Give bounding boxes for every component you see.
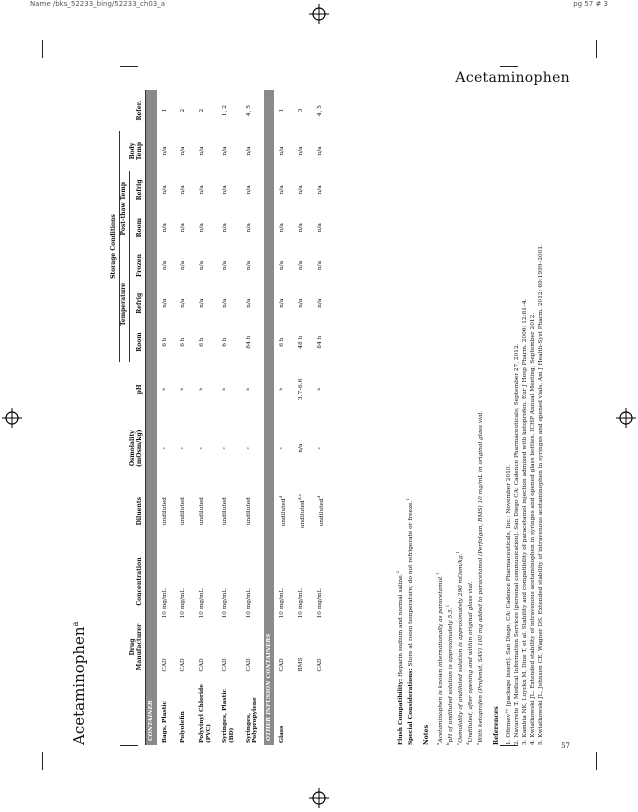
- table-row: [194, 90, 217, 745]
- cell-mfr: [312, 620, 331, 673]
- cell-body: [274, 131, 293, 171]
- cell-value: n/a: [180, 260, 187, 271]
- special-ref: 1: [405, 498, 411, 501]
- drug-title-text: Acetaminophen: [70, 626, 88, 745]
- cell-value: n/a: [180, 223, 187, 233]
- cell-refer: [241, 90, 264, 131]
- group-postthaw: Post-thaw Temp: [119, 171, 129, 247]
- cell-drug: Glass: [279, 725, 286, 743]
- cell-value: n/a: [279, 298, 286, 308]
- cell-conc: [157, 543, 176, 621]
- cell-frozen: [175, 247, 194, 285]
- cell-ph: [274, 362, 293, 417]
- cell-value: CAD: [279, 658, 286, 672]
- cell-value: c: [197, 447, 203, 450]
- header-manufacturer: Manufacturer: [136, 623, 144, 671]
- notes-list: [435, 145, 485, 745]
- cell-value: undiluted: [222, 497, 229, 526]
- cell-pt_room: [157, 209, 176, 247]
- cell-value: n/a: [316, 298, 323, 308]
- cell-dil: [175, 480, 194, 543]
- table-row: [293, 90, 312, 745]
- crop-mark: [42, 40, 43, 58]
- cell-value: n/a: [245, 223, 252, 233]
- note-mark: c: [454, 742, 460, 745]
- cell-value: 2: [180, 108, 187, 113]
- cell-value: n/a: [180, 146, 187, 156]
- section-label: OTHER INFUSION CONTAINERS: [264, 90, 275, 745]
- note-item: [445, 145, 455, 745]
- cell-value: n/a: [316, 260, 323, 271]
- cell-refer: [194, 90, 217, 131]
- cell-pt_refrig: [217, 171, 240, 209]
- section-header: [146, 90, 157, 745]
- cell-value: CAD: [316, 658, 323, 672]
- cell-value: 6 h: [180, 337, 187, 347]
- cell-osm: [157, 417, 176, 480]
- note-mark: a: [434, 742, 440, 745]
- cell-ph: [175, 362, 194, 417]
- crop-mark: [42, 752, 43, 770]
- cell-refrig: [312, 284, 331, 322]
- cell-mfr: [274, 620, 293, 673]
- header-pt-room: Room: [129, 209, 145, 247]
- cell-value: b: [179, 388, 185, 391]
- cell-frozen: [293, 247, 312, 285]
- header-body-temp: Temp: [136, 141, 144, 161]
- cell-body: [175, 131, 194, 171]
- cell-value: 10 mg/mL: [161, 588, 168, 619]
- cell-value: n/a: [279, 223, 286, 233]
- stability-table: [110, 90, 330, 745]
- reference-item: 2. Navarrete T. Medical Information Services (personal communication). San Diego CA: Cadence Pharmaceuticals; September 27, 2012.: [513, 343, 520, 745]
- cell-value: undiluted: [318, 498, 325, 527]
- cell-value: undiluted: [245, 497, 252, 526]
- cell-pt_room: [241, 209, 264, 247]
- cell-pt_room: [194, 209, 217, 247]
- cell-value: 1, 2: [222, 105, 229, 117]
- notes-block: [395, 145, 545, 745]
- cell-value: CAD: [180, 658, 187, 672]
- cell-value: n/a: [161, 298, 168, 308]
- cell-drug: Syringes, Polypropylene: [245, 697, 259, 743]
- cell-ph: [157, 362, 176, 417]
- cell-footnote: d,e: [297, 494, 303, 501]
- cell-room: [312, 322, 331, 362]
- cell-value: undiluted: [161, 497, 168, 526]
- cell-value: 6 h: [222, 337, 229, 347]
- cell-value: 10 mg/mL: [180, 588, 187, 619]
- cell-value: n/a: [198, 223, 205, 233]
- cell-frozen: [241, 247, 264, 285]
- cell-value: n/a: [298, 146, 305, 156]
- cell-value: 2: [198, 108, 205, 113]
- crop-mark: [500, 745, 518, 746]
- cell-room: [274, 322, 293, 362]
- flush-compatibility: [395, 145, 405, 745]
- cell-value: n/a: [161, 146, 168, 156]
- cell-value: undiluted: [198, 497, 205, 526]
- cell-body: [241, 131, 264, 171]
- note-item: [455, 145, 465, 745]
- cell-drug: Polyolefin: [180, 711, 187, 743]
- cell-value: b: [160, 388, 166, 391]
- header-refrig: Refrig: [129, 284, 145, 322]
- cell-value: undiluted: [299, 500, 306, 529]
- cell-refrig: [175, 284, 194, 322]
- reference-item: 3. Kambia NK, Luyckx M, Dine T, et al. Stability and compatibility of paracetamol injection admixed with ketoprofen. Eur J Hosp Pharm. 2006; 12:81–4.: [521, 298, 528, 745]
- cell-refer: [293, 90, 312, 131]
- cell-conc: [241, 543, 264, 621]
- header-concentration: Concentration: [129, 543, 145, 621]
- cell-mfr: [217, 620, 240, 673]
- cell-refer: [157, 90, 176, 131]
- references-heading: References: [492, 706, 500, 745]
- cell-dil: [293, 480, 312, 543]
- cell-value: n/a: [222, 146, 229, 156]
- cell-conc: [312, 543, 331, 621]
- running-head: Acetaminophen: [455, 70, 570, 86]
- cell-body: [312, 131, 331, 171]
- header-drug: Drug: [129, 638, 137, 656]
- crop-mark: [596, 752, 597, 770]
- note-item: [435, 145, 445, 745]
- cell-drug: [293, 674, 312, 745]
- cell-value: n/a: [222, 185, 229, 195]
- note-text: Osmolality of undiluted solution is approximately 290 mOsm/kg.: [457, 553, 464, 743]
- cell-dil: [274, 480, 293, 543]
- cell-value: undiluted: [180, 497, 187, 526]
- cell-ph: [241, 362, 264, 417]
- cell-pt_room: [175, 209, 194, 247]
- cell-value: c: [221, 447, 227, 450]
- section-label: CONTAINER: [146, 90, 157, 745]
- cell-drug: Bags, Plastic: [161, 701, 168, 743]
- cell-osm: [274, 417, 293, 480]
- group-storage: Storage Conditions: [110, 131, 119, 362]
- cell-osm: [293, 417, 312, 480]
- cell-value: 1: [161, 108, 168, 113]
- cell-value: BMS: [298, 657, 305, 672]
- cell-drug: Syringes, Plastic (BD): [222, 688, 235, 743]
- cell-pt_refrig: [194, 171, 217, 209]
- cell-value: 1: [279, 108, 286, 113]
- cell-ph: [293, 362, 312, 417]
- cell-refrig: [194, 284, 217, 322]
- cell-value: 4, 5: [316, 105, 323, 117]
- cell-value: 10 mg/mL: [279, 588, 286, 619]
- cell-value: n/a: [298, 443, 305, 453]
- cell-value: 84 h: [245, 335, 252, 349]
- cell-pt_refrig: [175, 171, 194, 209]
- cell-value: n/a: [222, 298, 229, 308]
- cell-value: n/a: [298, 260, 305, 271]
- cell-refrig: [274, 284, 293, 322]
- cell-dil: [217, 480, 240, 543]
- cell-body: [217, 131, 240, 171]
- cell-refer: [175, 90, 194, 131]
- cell-mfr: [241, 620, 264, 673]
- header-body: Body: [129, 142, 137, 160]
- registration-mark-icon: [309, 788, 329, 808]
- cell-value: n/a: [198, 260, 205, 271]
- cell-frozen: [157, 247, 176, 285]
- cell-refer: [217, 90, 240, 131]
- cell-value: c: [315, 447, 321, 450]
- cell-value: n/a: [279, 185, 286, 195]
- cell-pt_refrig: [241, 171, 264, 209]
- cell-room: [157, 322, 176, 362]
- cell-refer: [274, 90, 293, 131]
- registration-mark-icon: [616, 408, 636, 428]
- cell-room: [175, 322, 194, 362]
- crop-mark: [500, 66, 518, 67]
- cell-value: n/a: [316, 223, 323, 233]
- special-considerations: [405, 145, 415, 745]
- cell-value: n/a: [180, 298, 187, 308]
- cell-value: undiluted: [281, 498, 288, 527]
- cell-body: [293, 131, 312, 171]
- slug-left: Name /bks_52233_bing/52233_ch03_a: [30, 0, 166, 8]
- cell-value: CAD: [198, 658, 205, 672]
- header-room: Room: [129, 322, 145, 362]
- cell-osm: [194, 417, 217, 480]
- header-diluents: Diluents: [129, 480, 145, 543]
- cell-value: n/a: [198, 185, 205, 195]
- cell-mfr: [175, 620, 194, 673]
- table-row: [274, 90, 293, 745]
- cell-value: 84 h: [316, 335, 323, 349]
- cell-value: n/a: [245, 146, 252, 156]
- cell-refer: [312, 90, 331, 131]
- crop-mark: [596, 40, 597, 58]
- cell-value: n/a: [245, 260, 252, 271]
- cell-pt_refrig: [312, 171, 331, 209]
- cell-conc: [293, 543, 312, 621]
- flush-label: Flush Compatibility:: [397, 678, 404, 745]
- table-row: [241, 90, 264, 745]
- section-header: [264, 90, 275, 745]
- cell-dil: [157, 480, 176, 543]
- reference-item: 5. Kwiatkowski JL, Johnson CE, Wagner DS. Extended stability of intravenous acetaminophen in syringes and opened vials. Am J Health-Syst Pharm. 2012; 69:1999–2001.: [538, 244, 544, 745]
- note-text: pH of undiluted solution is approximately 5.5.: [447, 607, 454, 743]
- special-text: Store at room temperature; do not refrigerate or freeze.: [407, 500, 414, 667]
- cell-room: [293, 322, 312, 362]
- cell-value: 6 h: [198, 337, 205, 347]
- cell-value: 10 mg/mL: [222, 588, 229, 619]
- cell-osm: [241, 417, 264, 480]
- header-pt-refrig: Refrig: [129, 171, 145, 209]
- header-osmolality: Osmolality: [129, 430, 137, 467]
- cell-value: 10 mg/mL: [298, 588, 305, 619]
- cell-value: n/a: [222, 260, 229, 271]
- cell-value: n/a: [180, 185, 187, 195]
- cell-osm: [175, 417, 194, 480]
- reference-item: 1. Ofirmev™ [package insert]. San Diego, CA: Cadence Pharmaceuticals, Inc.; November 2010.: [505, 464, 512, 745]
- cell-value: 4, 5: [245, 105, 252, 117]
- cell-osm: [312, 417, 331, 480]
- cell-value: n/a: [222, 223, 229, 233]
- cell-value: n/a: [298, 223, 305, 233]
- cell-conc: [217, 543, 240, 621]
- reference-item: 4. Kwiatkowski JL. Extended stability of intravenous acetaminophen in syringes and opened glass bottles. ICHP Annual Meeting, September 2012.: [529, 312, 536, 745]
- cell-pt_room: [274, 209, 293, 247]
- group-temperature: Temperature: [119, 247, 129, 363]
- cell-drug: [312, 674, 331, 745]
- cell-value: 10 mg/mL: [316, 588, 323, 619]
- cell-value: n/a: [316, 185, 323, 195]
- table-row: [157, 90, 176, 745]
- cell-refrig: [293, 284, 312, 322]
- rotated-content: [70, 90, 570, 745]
- cell-value: 10 mg/mL: [245, 588, 252, 619]
- cell-frozen: [217, 247, 240, 285]
- registration-mark-icon: [309, 4, 329, 24]
- header-osmolality-unit: (mOsm/kg): [136, 429, 144, 467]
- cell-pt_room: [293, 209, 312, 247]
- cell-pt_refrig: [274, 171, 293, 209]
- cell-mfr: [157, 620, 176, 673]
- header-refer: Refer.: [129, 90, 145, 131]
- cell-value: c: [278, 447, 284, 450]
- cell-body: [157, 131, 176, 171]
- cell-footnote: d: [278, 495, 284, 499]
- cell-ph: [312, 362, 331, 417]
- note-ref: 1: [454, 551, 460, 554]
- note-text: Undiluted, after opening and within original glass vial.: [467, 581, 474, 743]
- cell-ph: [194, 362, 217, 417]
- cell-value: c: [179, 447, 185, 450]
- cell-conc: [274, 543, 293, 621]
- cell-value: 10 mg/mL: [198, 588, 205, 619]
- cell-frozen: [274, 247, 293, 285]
- cell-value: b: [244, 388, 250, 391]
- note-ref: 1: [434, 572, 440, 576]
- note-item: [465, 145, 475, 745]
- registration-mark-icon: [2, 408, 22, 428]
- cell-frozen: [194, 247, 217, 285]
- cell-value: n/a: [245, 185, 252, 195]
- cell-value: b: [315, 388, 321, 391]
- cell-body: [194, 131, 217, 171]
- references-list: [505, 145, 546, 745]
- cell-value: n/a: [298, 185, 305, 195]
- cell-value: 6 h: [161, 337, 168, 347]
- cell-ph: [217, 362, 240, 417]
- cell-value: n/a: [245, 298, 252, 308]
- cell-value: n/a: [161, 260, 168, 271]
- crop-mark: [120, 745, 138, 746]
- cell-value: n/a: [298, 298, 305, 308]
- cell-value: 3.7–6.6: [298, 378, 305, 401]
- cell-value: n/a: [198, 146, 205, 156]
- cell-value: c: [160, 447, 166, 450]
- table-row: [217, 90, 240, 745]
- header-frozen: Frozen: [129, 247, 145, 285]
- cell-dil: [241, 480, 264, 543]
- cell-conc: [194, 543, 217, 621]
- cell-value: b: [278, 388, 284, 391]
- cell-value: 6 h: [279, 337, 286, 347]
- cell-conc: [175, 543, 194, 621]
- cell-pt_room: [217, 209, 240, 247]
- cell-pt_room: [312, 209, 331, 247]
- cell-value: n/a: [161, 185, 168, 195]
- cell-value: n/a: [279, 146, 286, 156]
- header-ph: pH: [129, 362, 145, 417]
- note-mark: b: [444, 742, 450, 745]
- cell-refrig: [217, 284, 240, 322]
- special-label: Special Considerations:: [407, 668, 414, 745]
- note-mark: d: [464, 742, 470, 745]
- cell-value: CAD: [161, 658, 168, 672]
- cell-value: n/a: [198, 298, 205, 308]
- cell-value: n/a: [279, 260, 286, 271]
- cell-room: [217, 322, 240, 362]
- flush-text: Heparin sodium and normal saline.: [397, 573, 404, 677]
- cell-dil: [312, 480, 331, 543]
- cell-pt_refrig: [157, 171, 176, 209]
- cell-value: n/a: [161, 223, 168, 233]
- cell-value: n/a: [316, 146, 323, 156]
- cell-room: [241, 322, 264, 362]
- cell-value: b: [221, 388, 227, 391]
- drug-title-footnote: a: [71, 621, 80, 627]
- table-body: [146, 90, 331, 745]
- cell-mfr: [194, 620, 217, 673]
- cell-value: b: [197, 388, 203, 391]
- cell-drug: Polyvinyl Chloride (PVC): [198, 684, 212, 743]
- cell-value: CAD: [245, 658, 252, 672]
- cell-dil: [194, 480, 217, 543]
- flush-ref: 2: [395, 570, 400, 574]
- note-text: With ketoprofen (Profenid, SAV) 100 mg added to paracetamol (Perfalgan, BMS) 10 mg/mL in original glass vial.: [477, 410, 484, 743]
- page-number: 57: [561, 742, 570, 750]
- table-row: [312, 90, 331, 745]
- cell-footnote: d: [315, 495, 321, 499]
- cell-value: c: [244, 447, 250, 450]
- cell-refrig: [157, 284, 176, 322]
- note-ref: 1: [444, 604, 450, 608]
- cell-value: 3: [298, 108, 305, 113]
- crop-mark: [120, 66, 138, 67]
- note-text: Acetaminophen is known internationally as paracetamol.: [437, 575, 444, 743]
- drug-title: [70, 622, 88, 745]
- notes-heading: Notes: [423, 724, 431, 745]
- cell-value: 48 h: [298, 335, 305, 349]
- slug-right: pg 57 # 3: [573, 0, 608, 8]
- cell-room: [194, 322, 217, 362]
- cell-value: CAD: [222, 658, 229, 672]
- table-row: [175, 90, 194, 745]
- cell-refrig: [241, 284, 264, 322]
- note-item: [475, 145, 485, 745]
- cell-pt_refrig: [293, 171, 312, 209]
- cell-frozen: [312, 247, 331, 285]
- cell-osm: [217, 417, 240, 480]
- note-mark: e: [474, 742, 480, 745]
- cell-mfr: [293, 620, 312, 673]
